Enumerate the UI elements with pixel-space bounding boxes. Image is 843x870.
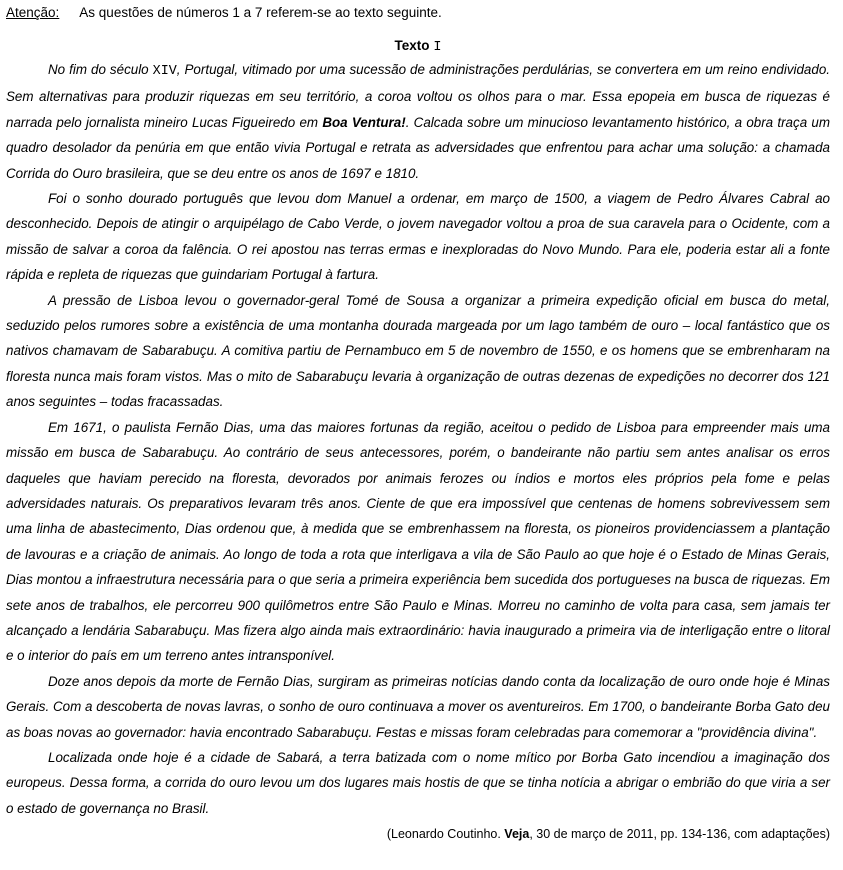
source-magazine: Veja: [504, 827, 530, 842]
book-title: Boa Ventura!: [322, 114, 406, 130]
paragraph-6: Localizada onde hoje é a cidade de Sabará, a terra batizada com o nome mítico por Borba Gato incendiou a imaginação dos europeus. Dessa forma, a corrida do ouro levou um dos lugares mais hostis de que se tinha notícia a abrigar o embrião do que viria a ser o estado de governança no Brasil.: [6, 749, 830, 816]
paragraph-5: Doze anos depois da morte de Fernão Dias, surgiram as primeiras notícias dando conta da localização de ouro onde hoje é Minas Gerais. Com a descoberta de novas lavras, o sonho de ouro continuava a mover os aventureiros. Em 1700, o bandeirante Borba Gato deu as boas novas ao governador: havia encontrado Sabarabuçu. Festas e missas foram celebradas para comemorar a "providência divina".: [6, 673, 830, 740]
source-details: , 30 de março de 2011, pp. 134-136, com adaptações): [529, 827, 830, 842]
paragraph-3: A pressão de Lisboa levou o governador-geral Tomé de Sousa a organizar a primeira expedição oficial em busca do metal, seduzido pelos rumores sobre a existência de uma montanha dourada margeada por um lago também de ouro – local fantástico que os nativos chamavam de Sabarabuçu. A comitiva partiu de Pernambuco em 5 de novembro de 1550, e os homens que se embrenharam na floresta nunca mais foram vistos. Mas o mito de Sabarabuçu levaria à organização de outras dezenas de expedições no decorrer dos 121 anos seguintes – todas fracassadas.: [6, 292, 830, 410]
source-citation: [6, 824, 830, 844]
text-title-word: Texto: [394, 38, 430, 53]
paragraph-1-part-a: No fim do século: [48, 62, 153, 77]
attention-label: Atenção:: [6, 5, 60, 20]
attention-notice: [6, 3, 830, 22]
paragraph-1-part-b: , Portugal, vitimado por uma sucessão de administrações perdulárias, se convertera em um reino endividado. Sem alternativas para produzir riquezas em seu território, a coroa voltou os olhos para o mar. Essa epopeia em busca de riquezas é narrada pelo jornalista mineiro Lucas Figueiredo em: [6, 62, 830, 130]
paragraph-1-part-c: . Calcada sobre um minucioso levantamento histórico, a obra traça um quadro desolador da penúria em que então vivia Portugal e retrata as adversidades que enfrentou para achar uma solução: a chamada Corrida do Ouro brasileira, que se deu entre os anos de 1697 e 1810.: [6, 114, 830, 181]
paragraph-1: [6, 57, 830, 186]
text-title: [6, 36, 830, 57]
paragraph-4: Em 1671, o paulista Fernão Dias, uma das maiores fortunas da região, aceitou o pedido de Lisboa para empreender mais uma missão em busca de Sabarabuçu. Ao contrário de seus antecessores, porém, o bandeirante não partiu sem antes analisar os erros daqueles que haviam perecido na floresta, devorados por animais ferozes ou índios e mortos eles próprios pela fome e pelas adversidades naturais. Os preparativos levaram três anos. Ciente de que era impossível que centenas de homens sobrevivessem sem uma linha de abastecimento, Dias ordenou que, à medida que se embrenhassem na floresta, os pioneiros providenciassem a plantação de lavouras e a criação de animais. Ao longo de toda a rota que interligava a vila de São Paulo ao que hoje é o Estado de Minas Gerais, Dias montou a infraestrutura necessária para o que seria a primeira experiência bem sucedida dos portugueses na busca de riquezas. Em sete anos de trabalhos, ele percorreu 900 quilômetros entre São Paulo e Minas. Morreu no caminho de volta para casa, sem jamais ter alcançado a lendária Sabarabuçu. Mas fizera algo ainda mais extraordinário: havia inaugurado a primeira via de interligação entre o litoral e o interior do país em um terreno antes intransponível.: [6, 419, 830, 664]
document-page: [6, 3, 830, 857]
century-numeral: XIV: [152, 64, 177, 79]
attention-text: As questões de números 1 a 7 referem-se ao texto seguinte.: [79, 5, 442, 20]
source-author: (Leonardo Coutinho.: [386, 827, 505, 842]
text-title-numeral: I: [433, 40, 442, 55]
paragraph-2: Foi o sonho dourado português que levou dom Manuel a ordenar, em março de 1500, a viagem de Pedro Álvares Cabral ao desconhecido. Depois de atingir o arquipélago de Cabo Verde, o jovem navegador voltou a proa de sua caravela para o Ocidente, com a missão de salvar a coroa da falência. O rei apostou nas terras ermas e inexploradas do Novo Mundo. Para ele, poderia estar ali a fonte rápida e repleta de riquezas que guindariam Portugal à fartura.: [6, 191, 830, 283]
